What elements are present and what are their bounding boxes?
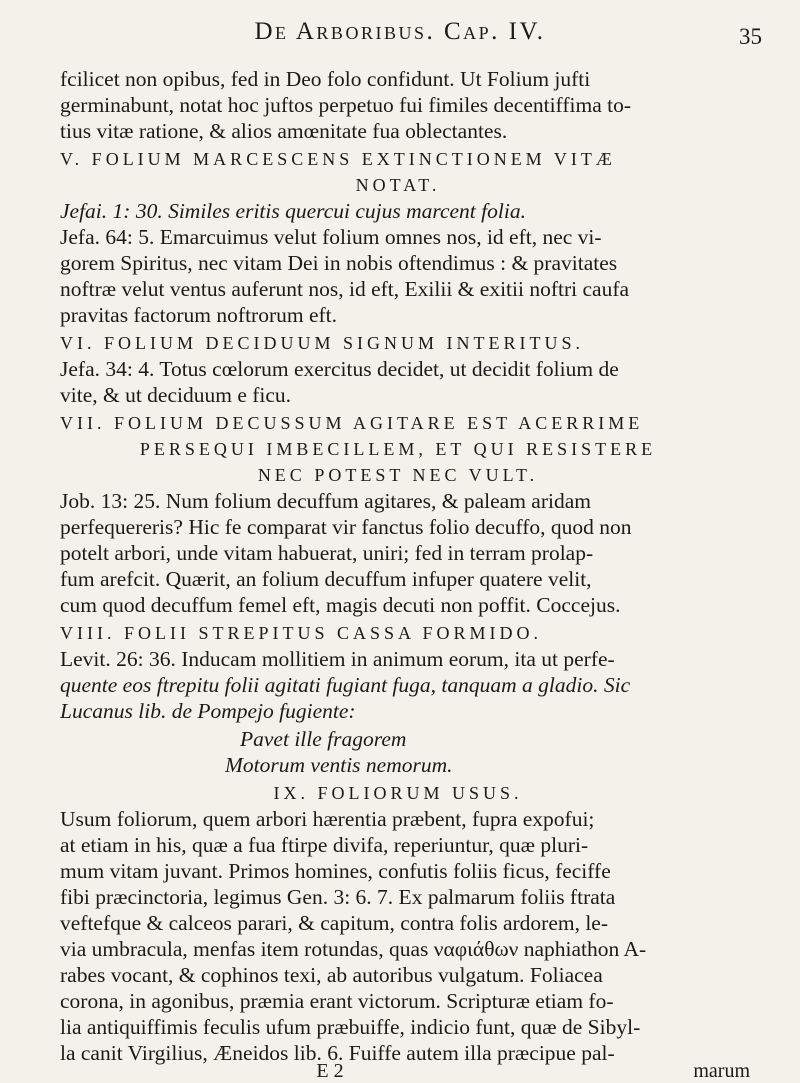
section-heading: IX. FOLIORUM USUS.	[273, 783, 523, 803]
text-line: gorem Spiritus, nec vitam Dei in nobis oftendimus : & pravitates	[60, 251, 618, 275]
text-line: quente eos ftrepitu folii agitati fugiant fuga, tanquam a gladio. Sic	[60, 673, 631, 697]
signature-mark: E 2	[316, 1060, 344, 1082]
text-line: potelt arbori, unde vitam habuerat, uniri; fed in terram prolap-	[60, 541, 594, 565]
text-line: tius vitæ ratione, & alios amœnitate fua oblectantes.	[60, 119, 508, 143]
text-line: lia antiquiffimis feculis ufum præbuiffe, indicio funt, quæ de Sibyl-	[60, 1015, 641, 1039]
text-line: fum arefcit. Quærit, an folium decuffum infuper quatere velit,	[60, 567, 592, 591]
section-heading: V. FOLIUM MARCESCENS EXTINCTIONEM VITÆ	[60, 149, 616, 169]
section-heading: PERSEQUI IMBECILLEM, ET QUI RESISTERE	[139, 439, 657, 459]
verse-line: Motorum ventis nemorum.	[225, 753, 453, 777]
text-line: at etiam in his, quæ a fua ftirpe divifa, reperiuntur, quæ pluri-	[60, 833, 589, 857]
section-heading: NEC POTEST NEC VULT.	[257, 465, 539, 485]
text-line: la canit Virgilius, Æneidos lib. 6. Fuiffe autem illa præcipue pal-	[60, 1041, 615, 1065]
text-line: rabes vocant, & cophinos texi, ab autoribus vulgatum. Foliacea	[60, 963, 603, 987]
text-line: fibi præcinctoria, legimus Gen. 3: 6. 7. Ex palmarum foliis ftrata	[60, 885, 616, 909]
text-line: Levit. 26: 36. Inducam mollitiem in animum eorum, ita ut perfe-	[60, 647, 615, 671]
text-line: via umbracula, menfas item rotundas, quas ναφιάθων naphiathon A-	[60, 937, 647, 961]
section-heading: VIII. FOLII STREPITUS CASSA FORMIDO.	[60, 623, 543, 643]
text-line: noftræ velut ventus auferunt nos, id eft, Exilii & exitii noftri caufa	[60, 277, 630, 301]
text-line: germinabunt, notat hoc juftos perpetuo fui fimiles decentiffima to-	[60, 93, 631, 117]
page-number: 35	[739, 24, 762, 49]
text-line: corona, in agonibus, præmia erant victorum. Scripturæ etiam fo-	[60, 989, 614, 1013]
running-head	[0, 18, 800, 48]
text-line: cum quod decuffum femel eft, magis decuti non poffit. Coccejus.	[60, 593, 621, 617]
section-heading: VI. FOLIUM DECIDUUM SIGNUM INTERITUS.	[60, 333, 584, 353]
text-line: vite, & ut deciduum e ficu.	[60, 383, 292, 407]
section-heading: VII. FOLIUM DECUSSUM AGITARE EST ACERRIME	[60, 413, 644, 433]
text-line: Lucanus lib. de Pompejo fugiente:	[60, 699, 356, 723]
running-title: De Arboribus. Cap. IV.	[254, 18, 546, 45]
text-line: perfequereris? Hic fe comparat vir fanctus folio decuffo, quod non	[60, 515, 632, 539]
text-line: Jefa. 64: 5. Emarcuimus velut folium omnes nos, id eft, nec vi-	[60, 225, 602, 249]
text-line: Job. 13: 25. Num folium decuffum agitares, & paleam aridam	[60, 489, 592, 513]
text-line: pravitas factorum noftrorum eft.	[60, 303, 338, 327]
text-line: Jefai. 1: 30. Similes eritis quercui cujus marcent folia.	[60, 199, 526, 223]
text-line: Usum foliorum, quem arbori hærentia præbent, fupra expofui;	[60, 807, 595, 831]
text-line: fcilicet non opibus, fed in Deo folo confidunt. Ut Folium jufti	[60, 67, 591, 91]
text-line: mum vitam juvant. Primos homines, confutis foliis ficus, feciffe	[60, 859, 611, 883]
verse-line: Pavet ille fragorem	[240, 727, 407, 751]
text-line: veftefque & calceos parari, & capitum, contra folis ardorem, le-	[60, 911, 609, 935]
catchword: marum	[693, 1060, 750, 1082]
section-heading: NOTAT.	[355, 175, 441, 195]
text-line: Jefa. 34: 4. Totus cœlorum exercitus decidet, ut decidit folium de	[60, 357, 619, 381]
